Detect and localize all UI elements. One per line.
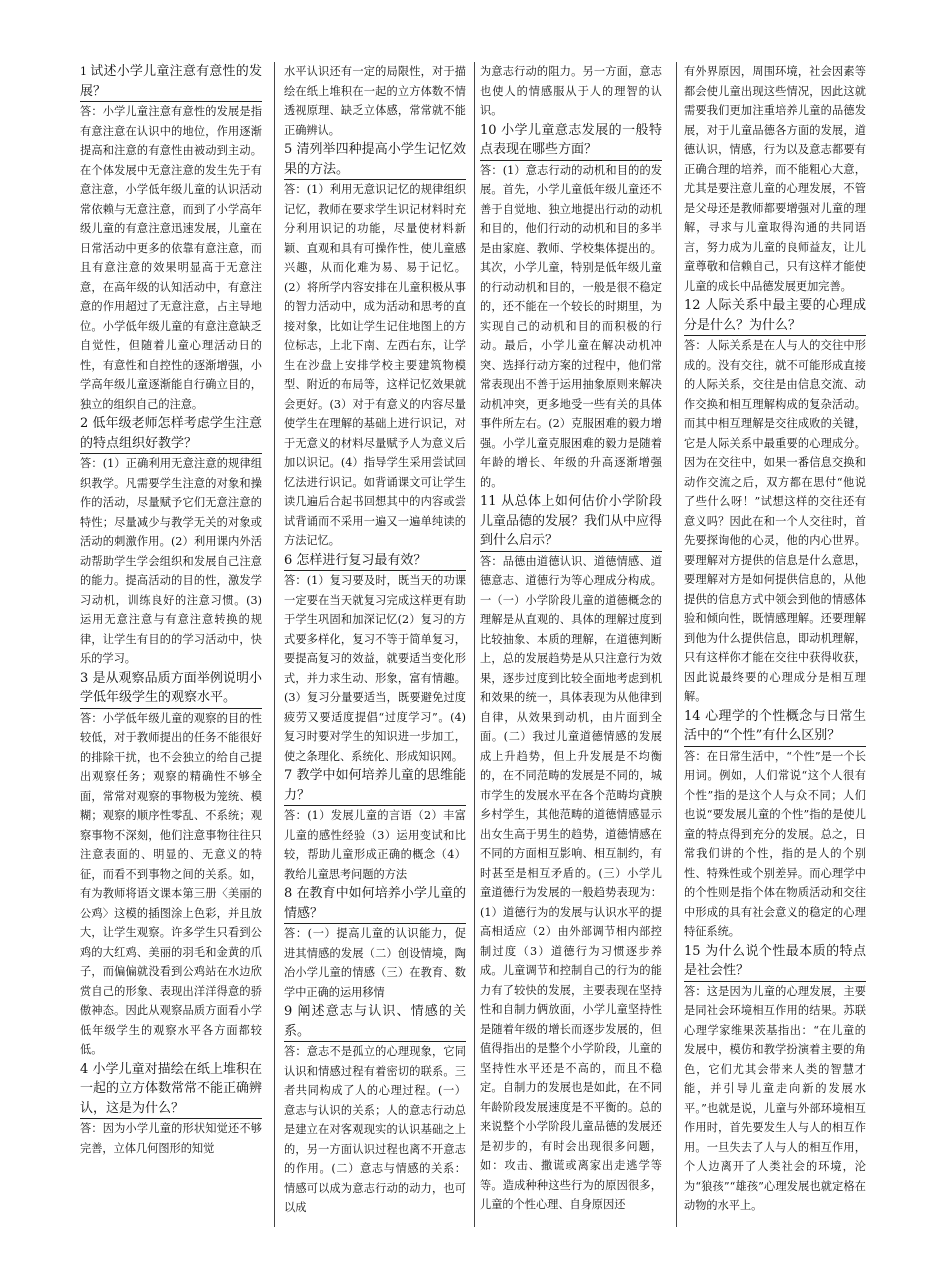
column-3 (480, 62, 662, 1227)
column-divider (676, 62, 677, 1227)
column-divider (474, 62, 475, 1227)
question-6: 6 怎样进行复习最有效？ (284, 551, 466, 572)
answer-5: 答：(1）利用无意识记忆的规律组织记忆，教师在要求学生识记材料时充分利用识记的功能，尽量使材料新颖、直观和具有可操作性，使儿童感兴趣，从而化难为易、易于记忆。(2）将所学内容安排在儿童积极从事的智力活动中，成为活动和思考的直接对象，比如让学生记住地图上的方位标志，上北下南、左西右东，让学生在沙盘上安排学校主要建筑物模型、附近的布局等，这样记忆效果就会更好。(3）对于有意义的内容尽量使学生在理解的基础上进行识记，对于无意义的材料尽量赋予人为意义后加以识记。(4）指导学生采用尝试回忆法进行识记。如背诵课文可让学生读几遍后合起书回想其中的内容或尝试背诵而不采用一遍又一遍单纯读的方法记忆。 (284, 183, 466, 547)
question-1 (80, 62, 262, 102)
answer-1: 答：小学儿童注意有意性的发展是指有意注意在认识中的地位，作用逐渐提高和注意的有意性由被动到主动。在个体发展中无意注意的发生先于有意注意，小学低年级儿童的认识活动常依赖与无意注意，而到了小学高年级儿童的有意注意迅速发展，儿童在日常活动中更多的依靠有意注意，而且有意注意的效果明显高于无意注意，在高年级的认知活动中，有意注意的作用超过了无意注意，占主导地位。小学低年级儿童的有意注意缺乏自觉性，但随着儿童心理活动日的性，有意性和自控性的逐渐增强，小学高年级儿童逐渐能自行确立目的，独立的组织自己的注意。 (80, 105, 262, 411)
question-text: 试述小学儿童注意有意性的发展？ (80, 64, 262, 99)
answer-15: 答：这是因为儿童的心理发展，主要是同社会环境相互作用的结果。苏联心理学家维果茨基指出：“在儿童的发展中，模仿和教学扮演着主要的角色，它们尤其会带来人类的智慧才能，并引导儿童走向新的发展水平。”也就是说，儿童与外部环境相互作用时，首先要发生人与人的相互作用。一旦失去了人与人的相互作用，个人边离开了人类社会的环境，沦为“狼孩”“雄孩”心理发展也就定格在动物的水平上。 (684, 984, 866, 1212)
answer-8: 答：(一）提高儿童的认识能力，促进其情感的发展（二）创设情境，陶冶小学儿童的情感（三）在教育、数学中正确的运用移情 (284, 927, 466, 999)
answer-11: 答：品德由道德认识、道德情感、道德意志、道德行为等心理成分构成。一（一）小学阶段儿童的道德概念的理解是从直观的、具体的理解过度到比较抽象、本质的理解，在道德判断上，总的发展趋势是从只注意行为效果，逐步过度到比较全面地考虑到机和效果的统一，具体表现为从他律到自律，从效果到动机，由片面到全面。(二）我过儿童道德情感的发展成上升趋势，但上升发展是不均衡的，在不同范畴的发展是不同的，城市学生的发展水平在各个范畴均貣腴乡村学生，其他范畴的道德情感显示出女生高于男生的趋势，道德情感在不同的方面相互影响、相互制约，有时甚至是相互矛盾的。(三）小学儿童道德行为发展的一般趋势表现为：(1）道德行为的发展与认识水平的提高相适应（2）由外部调节相内部控制过度（3）道德行为习惯逐步养成。儿童调节和控制自己的行为的能力有了较快的发展，主要表现在坚持性和自制力俩放面，小学儿童坚持性是随着年级的增长而逐步发展的，但值得指出的是整个小学阶段，儿童的坚持性水平还是不高的，而且不稳定。自制力的发展也是如此，在不同年龄阶段发展速度是不平衡的。总的来说整个小学阶段儿童品德的发展还是初步的，有时会出现很多问题，如：攻击、撒谎或离家出走逃学等等。造成种种这些行为的原因很多，儿童的个性心理、自身原因还 (480, 554, 662, 1211)
document-page (80, 62, 880, 1227)
question-7: 7 教学中如何培养儿童的思维能力？ (284, 766, 466, 806)
question-14: 14 心理学的个性概念与日常生活中的“个性”有什么区别？ (684, 707, 866, 747)
question-number: 1 (80, 65, 87, 78)
column-4 (684, 62, 866, 1227)
column-2 (284, 62, 466, 1227)
answer-4-continued: 水平认识还有一定的局限性，对于描绘在纸上堆积在一起的立方体数不情透视原理、缺乏立体感，常常就不能正确辨认。 (284, 65, 466, 137)
answer-12: 答：人际关系是在人与人的交往中形成的。没有交往，就不可能形成直接的人际关系，交往是由信息交流、动作交换和相互理解构成的复杂活动。而其中相互理解是交往成败的关键，它是人际关系中最重要的心理成分。因为在交往中，如果一番信息交换和动作交流之后，双方都在思付“他说了些什么呀！”试想这样的交往还有意义吗？因此在和一个人交往时，首先要探询他的心灵，他的内心世界。要理解对方提供的信息是什么意思，要理解对方是如何提供信息的，从他提供的信息方式中领会到他的情感体验和倾向性，既情感理解。还要理解到他为什么提供信息，即动机理解，只有这样你才能在交往中获得收获，因此说最终要的心理成分是相互理解。 (684, 339, 866, 703)
answer-6: 答：(1）复习要及时，既当天的功课一定要在当天就复习完成这样更有助于学生巩固和加深记忆(2）复习的方式要多样化，复习不等于简单复习，要提高复习的效益，就要适当变化形式，并力求生动、形象，富有情趣。(3）复习分量要适当，既要避免过度疲劳又要适度提倡“过度学习”。(4)复习时要对学生的知识进一步加工，使之条理化、系统化、形成知识网。 (284, 574, 466, 763)
question-12: 12 人际关系中最主要的心理成分是什么？为什么？ (684, 296, 866, 336)
question-10: 10 小学儿童意志发展的一般特点表现在哪些方面？ (480, 121, 662, 161)
answer-2: 答：(1）正确利用无意注意的规律组织教学。凡需要学生注意的对象和操作的活动，尽量赋予它们无意注意的特性；尽量减少与教学无关的对象或活动的刺激作用。(2）利用课内外活动帮助学生学会组织和发展自己注意的能力。提高活动的目的性，激发学习动机，训练良好的注意习惯。(3)运用无意注意与有意注意转换的规律，让学生有目的的学习活动中，快乐的学习。 (80, 457, 262, 665)
question-11: 11 从总体上如何估价小学阶段儿童品德的发展？我们从中应得到什么启示？ (480, 492, 662, 552)
question-8: 8 在教育中如何培养小学儿童的情感？ (284, 884, 466, 924)
answer-11-continued: 有外界原因，周围环境，社会因素等都会使儿童出现这些情况，因此这就需要我们更加注重培养儿童的品德发展，对于儿童品德各方面的发展，道德认识，情感，行为以及意志都要有正确合理的培养，而不能粗心大意，尤其是要注意儿童的心理发展，不管是父母还是教师都要增强对儿童的理解，寻求与儿童取得沟通的共同语言，努力成为儿童的良师益友，让儿童尊敬和信赖自己，只有这样才能使儿童的成长中品德发展更加完善。 (684, 65, 866, 293)
question-15: 15 为什么说个性最本质的特点是社会性？ (684, 942, 866, 982)
answer-7: 答：(1）发展儿童的言语（2）丰富儿童的感性经验（3）运用变试和比较，帮助儿童形成正确的概念（4）教给儿童思考问题的方法 (284, 809, 466, 881)
question-5: 5 清列举四种提高小学生记忆效果的方法。 (284, 140, 466, 180)
answer-4: 答：因为小学儿童的形状知觉还不够完善，立体几何图形的知觉 (80, 1122, 262, 1155)
answer-9: 答：意志不是孤立的心理现象，它同认识和情感过程有着密切的联系。三者共同构成了人的心理过程。(一）意志与认识的关系；人的意志行动总是建立在对客观现实的认识基础之上的，另一方面认识过程也离不开意志的作用。(二）意志与情感的关系：情感可以成为意志行动的动力，也可以成 (284, 1045, 466, 1214)
answer-3: 答：小学低年级儿童的观察的目的性较低，对于教师提出的任务不能很好的排除干扰，也不会独立的给自己提出观察任务；观察的精确性不够全面，常常对观察的事物极为笼统、模糊；观察的顺序性零乱、不系统；观察事物不深刻，他们注意事物往往只注意表面的、明显的、无意义的特征，而看不到事物之间的关系。如，有为教师将语文课本第三册〈美丽的公鸡〉这模的插图涂上色彩，并且放大，让学生观察。许多学生只看到公鸡的大红鸡、美丽的羽毛和金黄的爪子，而偏偏就没看到公鸡站在水边欣赏自己的形象、表现出洋洋得意的骄傲神态。因此从观察品质方面看小学低年级学生的观察水平各方面都较低。 (80, 711, 262, 1056)
column-divider (274, 62, 275, 1227)
answer-14: 答：在日常生活中，“个性”是一个长用词。例如，人们常说“这个人很有个性”指的是这个人与众不同；人们也说“要发展儿童的个性”指的是使儿童的特点得到充分的发展。总之，日常我们讲的个性，指的是人的个别性、特殊性或个别差异。而心理学中的个性则是指个体在物质活动和交往中形成的具有社会意义的稳定的心理特征系统。 (684, 749, 866, 938)
question-2: 2 低年级老师怎样考虑学生注意的特点组织好教学？ (80, 414, 262, 454)
column-1 (80, 62, 262, 1227)
question-3: 3 是从观察品质方面举例说明小学低年级学生的观察水平。 (80, 669, 262, 709)
question-4: 4 小学儿童对描绘在纸上堆积在一起的立方体数常常不能正确辨认，这是为什么？ (80, 1060, 262, 1120)
question-9: 9 阐述意志与认识、情感的关系。 (284, 1002, 466, 1042)
answer-10: 答：(1）意志行动的动机和目的的发展。首先，小学儿童低年级儿童还不善于自觉地、独立地提出行动的动机和目的，他们行动的动机和目的多半是由家庭、教师、学校集体提出的。其次，小学儿童，特别是低年级儿童的行动动机和目的，一般是很不稳定的，还不能在一个较长的时期里，为实现自己的动机和目的而积极的行动。最后，小学儿童在解决动机冲突、选择行动方案的过程中，他们常常表现出不善于运用抽象原则来解决动机冲突，更多地受一些有关的具体事件所左右。(2）克服困难的毅力增强。小学儿童克服困难的毅力是随着年龄的增长、年级的升高逐渐增强的。 (480, 163, 662, 489)
answer-9-continued: 为意志行动的阻力。另一方面，意志也使人的情感服从于人的理智的认识。 (480, 65, 662, 117)
